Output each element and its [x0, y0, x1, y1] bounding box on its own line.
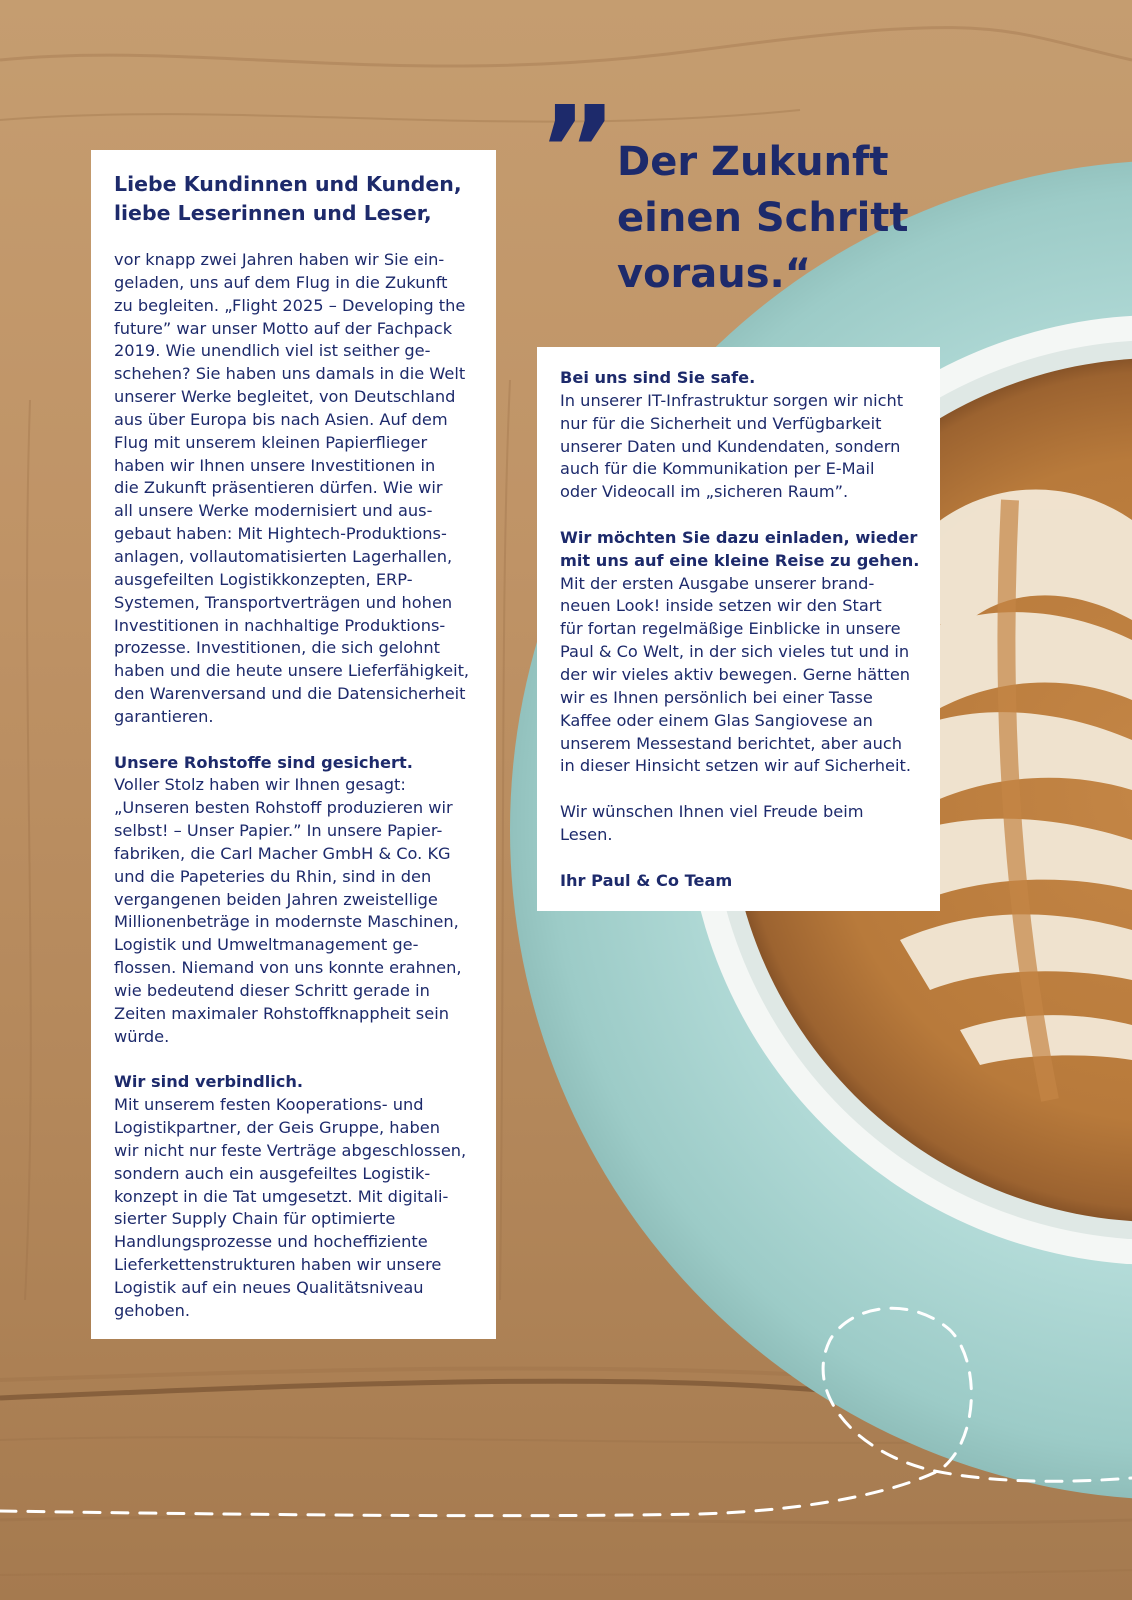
text-line: unserer Daten und Kundendaten, sondern — [560, 436, 901, 456]
section-verbindlich — [114, 1071, 476, 1322]
text-line: für fortan regelmäßige Einblicke in unsere — [560, 619, 901, 639]
text-line: Logistik und Umweltmanagement ge- — [114, 935, 419, 955]
headline-line: Der Zukunft — [617, 139, 889, 185]
text-line: garantieren. — [114, 706, 214, 726]
headline-line: voraus.“ — [617, 251, 812, 297]
text-line: Wir wünschen Ihnen viel Freude beim — [560, 802, 864, 822]
section-safe — [560, 367, 922, 504]
text-line: unserer Werke begleitet, von Deutschland — [114, 387, 456, 407]
text-line: „Unseren besten Rohstoff produzieren wir — [114, 798, 453, 818]
closing-paragraph — [560, 801, 922, 847]
text-line: der wir vieles aktiv bewegen. Gerne hätten — [560, 664, 911, 684]
intro-paragraph — [114, 249, 476, 729]
text-line: haben und die heute unsere Lieferfähigkeit, — [114, 661, 470, 681]
text-line: schehen? Sie haben uns damals in die Welt — [114, 364, 466, 384]
section-einladung — [560, 527, 922, 778]
text-line: Lieferkettenstrukturen haben wir unsere — [114, 1255, 442, 1275]
section-heading: Bei uns sind Sie safe. — [560, 368, 756, 387]
letter-card-right — [537, 347, 940, 911]
text-line: den Warenversand und die Datensicherheit — [114, 684, 466, 704]
quote-mark-icon: ” — [538, 82, 609, 221]
text-line: Handlungsprozesse und hocheffiziente — [114, 1232, 428, 1252]
text-line: selbst! – Unser Papier.” In unsere Papier- — [114, 821, 443, 841]
text-line: Flug mit unserem kleinen Papierflieger — [114, 432, 428, 452]
text-line: würde. — [114, 1026, 170, 1046]
text-line: unserem Messestand berichtet, aber auch — [560, 733, 903, 753]
text-line: gehoben. — [114, 1300, 191, 1320]
text-line: neuen Look! inside setzen wir den Start — [560, 596, 882, 616]
text-line: oder Videocall im „sicheren Raum”. — [560, 482, 849, 502]
text-line: konzept in die Tat umgesetzt. Mit digitali- — [114, 1186, 449, 1206]
text-line: Logistikpartner, der Geis Gruppe, haben — [114, 1118, 440, 1138]
text-line: vergangenen beiden Jahren zweistellige — [114, 889, 438, 909]
text-line: Lesen. — [560, 824, 613, 844]
text-line: sierter Supply Chain für optimierte — [114, 1209, 396, 1229]
text-line: zu begleiten. „Flight 2025 – Developing the — [114, 295, 466, 315]
headline-line: einen Schritt — [617, 195, 909, 241]
text-line: 2019. Wie unendlich viel ist seither ge- — [114, 341, 431, 361]
section-heading: Unsere Rohstoffe sind gesichert. — [114, 752, 413, 772]
greeting — [114, 170, 476, 227]
text-line: haben wir Ihnen unsere Investitionen in — [114, 455, 436, 475]
text-line: vor knapp zwei Jahren haben wir Sie ein- — [114, 250, 445, 269]
section-heading: Wir möchten Sie dazu einladen, wieder — [560, 527, 918, 547]
headline-quote — [617, 134, 909, 302]
text-line: wie bedeutend dieser Schritt gerade in — [114, 981, 430, 1000]
text-line: all unsere Werke modernisiert und aus- — [114, 501, 433, 521]
text-line: und die Papeteries du Rhin, sind in den — [114, 866, 432, 886]
text-line: sondern auch ein ausgefeiltes Logistik- — [114, 1163, 431, 1183]
text-line: anlagen, vollautomatisierten Lagerhallen, — [114, 546, 453, 566]
signature-text: Ihr Paul & Co Team — [560, 870, 733, 890]
text-line: prozesse. Investitionen, die sich gelohnt — [114, 638, 441, 658]
section-heading: mit uns auf eine kleine Reise zu gehen. — [560, 550, 920, 570]
text-line: Paul & Co Welt, in der sich vieles tut und in — [560, 642, 910, 662]
text-line: Voller Stolz haben wir Ihnen gesagt: — [114, 775, 406, 795]
text-line: gebaut haben: Mit Hightech-Produktions- — [114, 524, 447, 544]
text-line: Millionenbeträge in modernste Maschinen, — [114, 912, 459, 932]
text-line: wir nicht nur feste Verträge abgeschlossen, — [114, 1140, 467, 1160]
section-heading: Wir sind verbindlich. — [114, 1072, 304, 1092]
letter-card-left — [91, 150, 496, 1339]
text-line: In unserer IT-Infrastruktur sorgen wir nicht — [560, 390, 904, 410]
text-line: auch für die Kommunikation per E-Mail — [560, 459, 875, 479]
signature — [560, 870, 922, 893]
text-line: aus über Europa bis nach Asien. Auf dem — [114, 409, 448, 429]
text-line: die Zukunft präsentieren dürfen. Wie wir — [114, 478, 443, 498]
text-line: Systemen, Transportverträgen und hohen — [114, 592, 453, 612]
text-line: flossen. Niemand von uns konnte erahnen, — [114, 958, 462, 978]
text-line: Investitionen in nachhaltige Produktions- — [114, 615, 446, 635]
text-line: Logistik auf ein neues Qualitätsniveau — [114, 1277, 424, 1297]
text-line: ausgefeilten Logistikkonzepten, ERP- — [114, 569, 413, 589]
text-line: geladen, uns auf dem Flug in die Zukunft — [114, 272, 448, 292]
text-line: future” war unser Motto auf der Fachpack — [114, 318, 453, 338]
text-line: nur für die Sicherheit und Verfügbarkeit — [560, 413, 882, 433]
text-line: in dieser Hinsicht setzen wir auf Sicherheit. — [560, 756, 911, 776]
section-rohstoffe — [114, 752, 476, 1049]
text-line: Zeiten maximaler Rohstoffknappheit sein — [114, 1003, 449, 1023]
text-line: Kaffee oder einem Glas Sangiovese an — [560, 710, 873, 730]
text-line: Mit unserem festen Kooperations- und — [114, 1095, 424, 1115]
greeting-line: Liebe Kundinnen und Kunden, — [114, 172, 462, 196]
text-line: fabriken, die Carl Macher GmbH & Co. KG — [114, 843, 451, 863]
text-line: Mit der ersten Ausgabe unserer brand- — [560, 573, 875, 593]
text-line: wir es Ihnen persönlich bei einer Tasse — [560, 687, 873, 707]
greeting-line: liebe Leserinnen und Leser, — [114, 200, 432, 225]
